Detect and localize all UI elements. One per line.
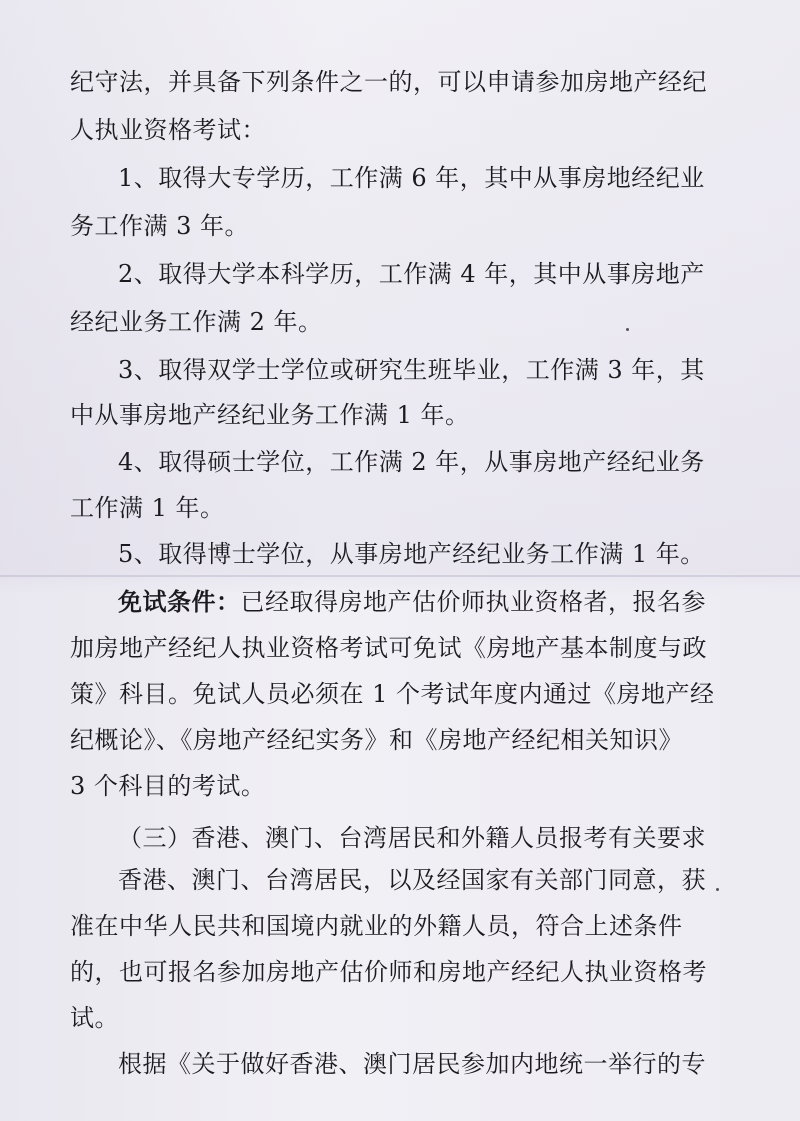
text-line-22: 根据《关于做好香港、澳门居民参加内地统一举行的专: [118, 1050, 706, 1078]
exemption-text: 已经取得房地产估价师执业资格者，报名参: [240, 588, 706, 616]
text-line-21: 试。: [70, 1004, 119, 1032]
paper-speck: [716, 888, 719, 891]
paper-speck: [626, 328, 629, 331]
text-line-14: 策》科目。免试人员必须在 1 个考试年度内通过《房地产经: [70, 680, 715, 708]
text-line-6: 经纪业务工作满 2 年。: [70, 308, 323, 336]
text-line-4: 务工作满 3 年。: [70, 212, 250, 240]
text-line-10: 工作满 1 年。: [70, 494, 225, 522]
section-heading: （三）香港、澳门、台湾居民和外籍人员报考有关要求: [118, 824, 706, 852]
text-line-7: 3、取得双学士学位或研究生班毕业，工作满 3 年，其: [118, 356, 705, 384]
text-line-3: 1、取得大专学历，工作满 6 年，其中从事房地经纪业: [118, 164, 705, 192]
text-line-20: 的，也可报名参加房地产估价师和房地产经纪人执业资格考: [70, 958, 707, 986]
exemption-label: 免试条件：: [118, 587, 241, 616]
fold-crease: [0, 575, 800, 577]
text-line-18: 香港、澳门、台湾居民，以及经国家有关部门同意，获: [118, 866, 706, 894]
text-line-13: 加房地产经纪人执业资格考试可免试《房地产基本制度与政: [70, 634, 707, 662]
exemption-line: [118, 582, 706, 622]
text-line-5: 2、取得大学本科学历，工作满 4 年，其中从事房地产: [118, 260, 705, 288]
text-line-19: 准在中华人民共和国境内就业的外籍人员，符合上述条件: [70, 912, 683, 940]
text-line-16: 3 个科目的考试。: [70, 772, 266, 800]
text-line-8: 中从事房地产经纪业务工作满 1 年。: [70, 401, 470, 429]
text-line-9: 4、取得硕士学位，工作满 2 年，从事房地产经纪业务: [118, 448, 705, 476]
text-line-15: 纪概论》、《房地产经纪实务》和《房地产经纪相关知识》: [70, 726, 683, 754]
text-line-11: 5、取得博士学位，从事房地产经纪业务工作满 1 年。: [118, 540, 705, 568]
text-line-1: 纪守法，并具备下列条件之一的，可以申请参加房地产经纪: [70, 68, 707, 96]
text-line-2: 人执业资格考试：: [70, 116, 266, 144]
